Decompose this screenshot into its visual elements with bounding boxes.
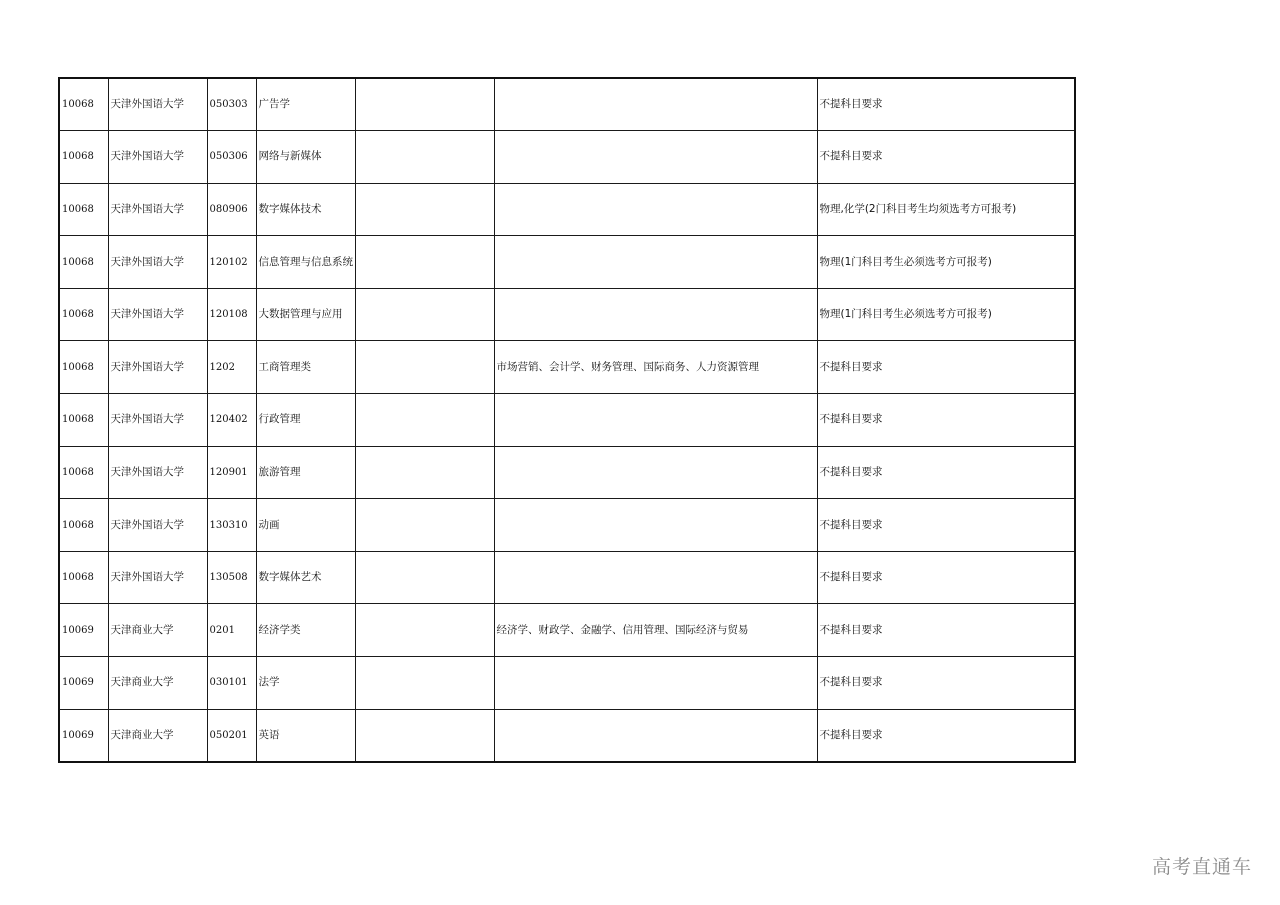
- school-name-cell: 天津外国语大学: [108, 288, 207, 341]
- table-body: [59, 78, 1075, 762]
- table-row: [59, 394, 1075, 447]
- school-name-cell: 天津外国语大学: [108, 341, 207, 394]
- note-cell: [355, 183, 494, 236]
- subject-requirement-cell: 不提科目要求: [817, 709, 1075, 762]
- included-majors-cell: [494, 394, 817, 447]
- major-code-cell: 050303: [207, 78, 256, 131]
- major-name-cell: 经济学类: [256, 604, 355, 657]
- note-cell: [355, 709, 494, 762]
- watermark-text: 高考直通车: [1151, 856, 1252, 878]
- school-code-cell: 10068: [59, 236, 108, 289]
- school-name-cell: 天津外国语大学: [108, 183, 207, 236]
- subject-requirement-cell: 不提科目要求: [817, 499, 1075, 552]
- included-majors-cell: [494, 709, 817, 762]
- school-name-cell: 天津外国语大学: [108, 131, 207, 184]
- major-code-cell: 050306: [207, 131, 256, 184]
- note-cell: [355, 604, 494, 657]
- major-name-cell: 法学: [256, 657, 355, 710]
- included-majors-cell: [494, 78, 817, 131]
- table-row: [59, 341, 1075, 394]
- school-code-cell: 10069: [59, 709, 108, 762]
- note-cell: [355, 551, 494, 604]
- subject-requirement-cell: 不提科目要求: [817, 604, 1075, 657]
- major-name-cell: 数字媒体技术: [256, 183, 355, 236]
- included-majors-cell: [494, 499, 817, 552]
- school-code-cell: 10068: [59, 78, 108, 131]
- school-name-cell: 天津外国语大学: [108, 236, 207, 289]
- included-majors-cell: 市场营销、会计学、财务管理、国际商务、人力资源管理: [494, 341, 817, 394]
- major-code-cell: 050201: [207, 709, 256, 762]
- major-code-cell: 120402: [207, 394, 256, 447]
- subject-requirement-cell: 物理,化学(2门科目考生均须选考方可报考): [817, 183, 1075, 236]
- school-name-cell: 天津商业大学: [108, 604, 207, 657]
- table-row: [59, 288, 1075, 341]
- school-code-cell: 10068: [59, 131, 108, 184]
- table-row: [59, 657, 1075, 710]
- table-row: [59, 604, 1075, 657]
- table-row: [59, 499, 1075, 552]
- included-majors-cell: [494, 183, 817, 236]
- note-cell: [355, 394, 494, 447]
- requirements-table: [58, 77, 1076, 763]
- subject-requirement-cell: 不提科目要求: [817, 394, 1075, 447]
- school-code-cell: 10069: [59, 604, 108, 657]
- major-code-cell: 130310: [207, 499, 256, 552]
- major-name-cell: 网络与新媒体: [256, 131, 355, 184]
- major-name-cell: 行政管理: [256, 394, 355, 447]
- included-majors-cell: [494, 657, 817, 710]
- table-row: [59, 183, 1075, 236]
- school-code-cell: 10068: [59, 288, 108, 341]
- note-cell: [355, 131, 494, 184]
- school-name-cell: 天津商业大学: [108, 657, 207, 710]
- major-name-cell: 英语: [256, 709, 355, 762]
- table-row: [59, 78, 1075, 131]
- major-name-cell: 信息管理与信息系统: [256, 236, 355, 289]
- major-code-cell: 120901: [207, 446, 256, 499]
- school-name-cell: 天津外国语大学: [108, 499, 207, 552]
- note-cell: [355, 446, 494, 499]
- subject-requirement-cell: 物理(1门科目考生必须选考方可报考): [817, 288, 1075, 341]
- table-row: [59, 446, 1075, 499]
- note-cell: [355, 657, 494, 710]
- note-cell: [355, 236, 494, 289]
- school-name-cell: 天津外国语大学: [108, 446, 207, 499]
- school-code-cell: 10068: [59, 551, 108, 604]
- subject-requirement-cell: 不提科目要求: [817, 551, 1075, 604]
- included-majors-cell: [494, 551, 817, 604]
- table-row: [59, 551, 1075, 604]
- major-code-cell: 030101: [207, 657, 256, 710]
- note-cell: [355, 499, 494, 552]
- major-name-cell: 广告学: [256, 78, 355, 131]
- subject-requirement-cell: 不提科目要求: [817, 341, 1075, 394]
- school-name-cell: 天津商业大学: [108, 709, 207, 762]
- major-code-cell: 120108: [207, 288, 256, 341]
- major-code-cell: 1202: [207, 341, 256, 394]
- included-majors-cell: 经济学、财政学、金融学、信用管理、国际经济与贸易: [494, 604, 817, 657]
- major-code-cell: 120102: [207, 236, 256, 289]
- school-name-cell: 天津外国语大学: [108, 551, 207, 604]
- subject-requirement-cell: 不提科目要求: [817, 131, 1075, 184]
- major-code-cell: 080906: [207, 183, 256, 236]
- note-cell: [355, 288, 494, 341]
- major-name-cell: 数字媒体艺术: [256, 551, 355, 604]
- school-code-cell: 10068: [59, 394, 108, 447]
- table-row: [59, 709, 1075, 762]
- subject-requirement-cell: 不提科目要求: [817, 657, 1075, 710]
- note-cell: [355, 341, 494, 394]
- major-name-cell: 工商管理类: [256, 341, 355, 394]
- table-row: [59, 236, 1075, 289]
- school-code-cell: 10068: [59, 341, 108, 394]
- major-code-cell: 130508: [207, 551, 256, 604]
- included-majors-cell: [494, 446, 817, 499]
- table-row: [59, 131, 1075, 184]
- note-cell: [355, 78, 494, 131]
- subject-requirement-cell: 不提科目要求: [817, 446, 1075, 499]
- major-name-cell: 动画: [256, 499, 355, 552]
- school-code-cell: 10068: [59, 499, 108, 552]
- included-majors-cell: [494, 288, 817, 341]
- school-name-cell: 天津外国语大学: [108, 394, 207, 447]
- school-code-cell: 10068: [59, 183, 108, 236]
- school-code-cell: 10068: [59, 446, 108, 499]
- subject-requirement-cell: 不提科目要求: [817, 78, 1075, 131]
- school-code-cell: 10069: [59, 657, 108, 710]
- included-majors-cell: [494, 131, 817, 184]
- major-name-cell: 大数据管理与应用: [256, 288, 355, 341]
- major-code-cell: 0201: [207, 604, 256, 657]
- included-majors-cell: [494, 236, 817, 289]
- subject-requirement-cell: 物理(1门科目考生必须选考方可报考): [817, 236, 1075, 289]
- school-name-cell: 天津外国语大学: [108, 78, 207, 131]
- major-name-cell: 旅游管理: [256, 446, 355, 499]
